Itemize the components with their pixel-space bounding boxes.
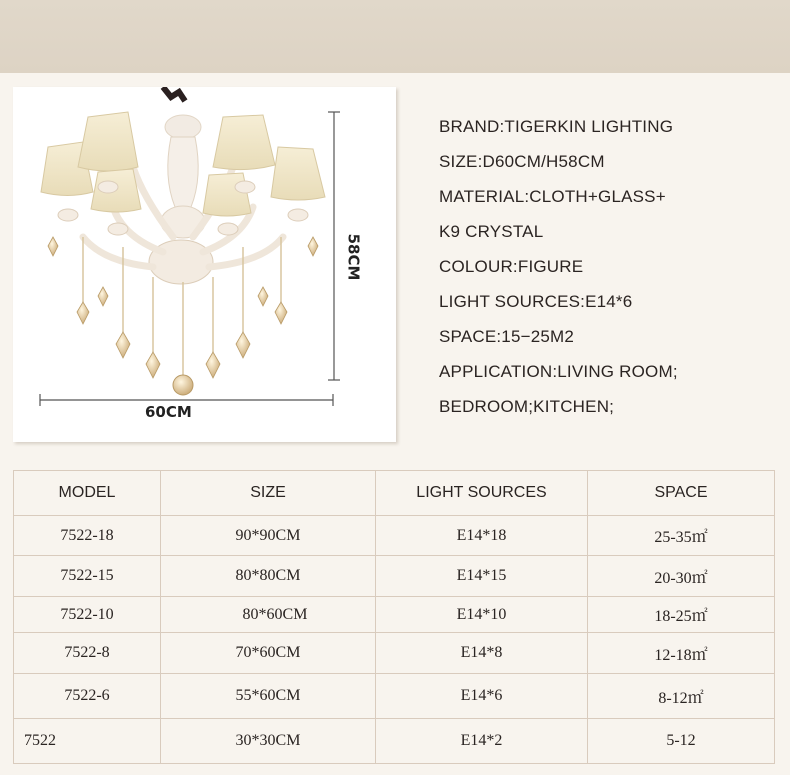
chandelier-illustration xyxy=(13,87,396,442)
product-photo xyxy=(13,87,396,442)
cell-space: 20-30㎡ xyxy=(588,556,775,597)
table-row xyxy=(14,516,775,556)
width-dimension-label: 60CM xyxy=(145,403,192,421)
cell-size: 55*60CM xyxy=(161,674,376,719)
header-space: SPACE xyxy=(588,471,775,516)
spec-material-cont: K9 CRYSTAL xyxy=(439,222,544,241)
spec-material: MATERIAL:CLOTH+GLASS+ xyxy=(439,187,666,206)
header-size: SIZE xyxy=(161,471,376,516)
cell-size: 80*80CM xyxy=(161,556,376,597)
cell-model: 7522-18 xyxy=(14,516,161,556)
cell-space: 5-12 xyxy=(588,719,775,764)
header-model: MODEL xyxy=(14,471,161,516)
cell-model: 7522 xyxy=(14,719,161,764)
cell-model: 7522-15 xyxy=(14,556,161,597)
cell-model: 7522-8 xyxy=(14,633,161,674)
spec-brand: BRAND:TIGERKIN LIGHTING xyxy=(439,117,674,136)
cell-light-sources: E14*15 xyxy=(376,556,588,597)
cell-size: 90*90CM xyxy=(161,516,376,556)
top-banner xyxy=(0,0,790,73)
spec-list xyxy=(439,112,779,427)
cell-light-sources: E14*18 xyxy=(376,516,588,556)
cell-light-sources: E14*8 xyxy=(376,633,588,674)
cell-light-sources: E14*2 xyxy=(376,719,588,764)
header-light-sources: LIGHT SOURCES xyxy=(376,471,588,516)
spec-application: APPLICATION:LIVING ROOM; xyxy=(439,362,678,381)
cell-light-sources: E14*10 xyxy=(376,597,588,633)
table-header-row xyxy=(14,471,775,516)
model-table xyxy=(13,470,775,764)
cell-model: 7522-10 xyxy=(14,597,161,633)
cell-space: 12-18㎡ xyxy=(588,633,775,674)
table-row xyxy=(14,556,775,597)
cell-size: 30*30CM xyxy=(161,719,376,764)
cell-space: 25-35㎡ xyxy=(588,516,775,556)
spec-application-cont: BEDROOM;KITCHEN; xyxy=(439,397,615,416)
table-row xyxy=(14,633,775,674)
cell-size: 80*60CM xyxy=(161,597,376,633)
cell-light-sources: E14*6 xyxy=(376,674,588,719)
cell-space: 18-25㎡ xyxy=(588,597,775,633)
height-dimension-label: 58CM xyxy=(344,233,363,281)
spec-colour: COLOUR:FIGURE xyxy=(439,257,584,276)
cell-space: 8-12㎡ xyxy=(588,674,775,719)
cell-model: 7522-6 xyxy=(14,674,161,719)
spec-size: SIZE:D60CM/H58CM xyxy=(439,152,605,171)
cell-size: 70*60CM xyxy=(161,633,376,674)
table-row xyxy=(14,597,775,633)
table-row xyxy=(14,719,775,764)
spec-light-sources: LIGHT SOURCES:E14*6 xyxy=(439,292,633,311)
table-row xyxy=(14,674,775,719)
spec-space: SPACE:15−25M2 xyxy=(439,327,575,346)
